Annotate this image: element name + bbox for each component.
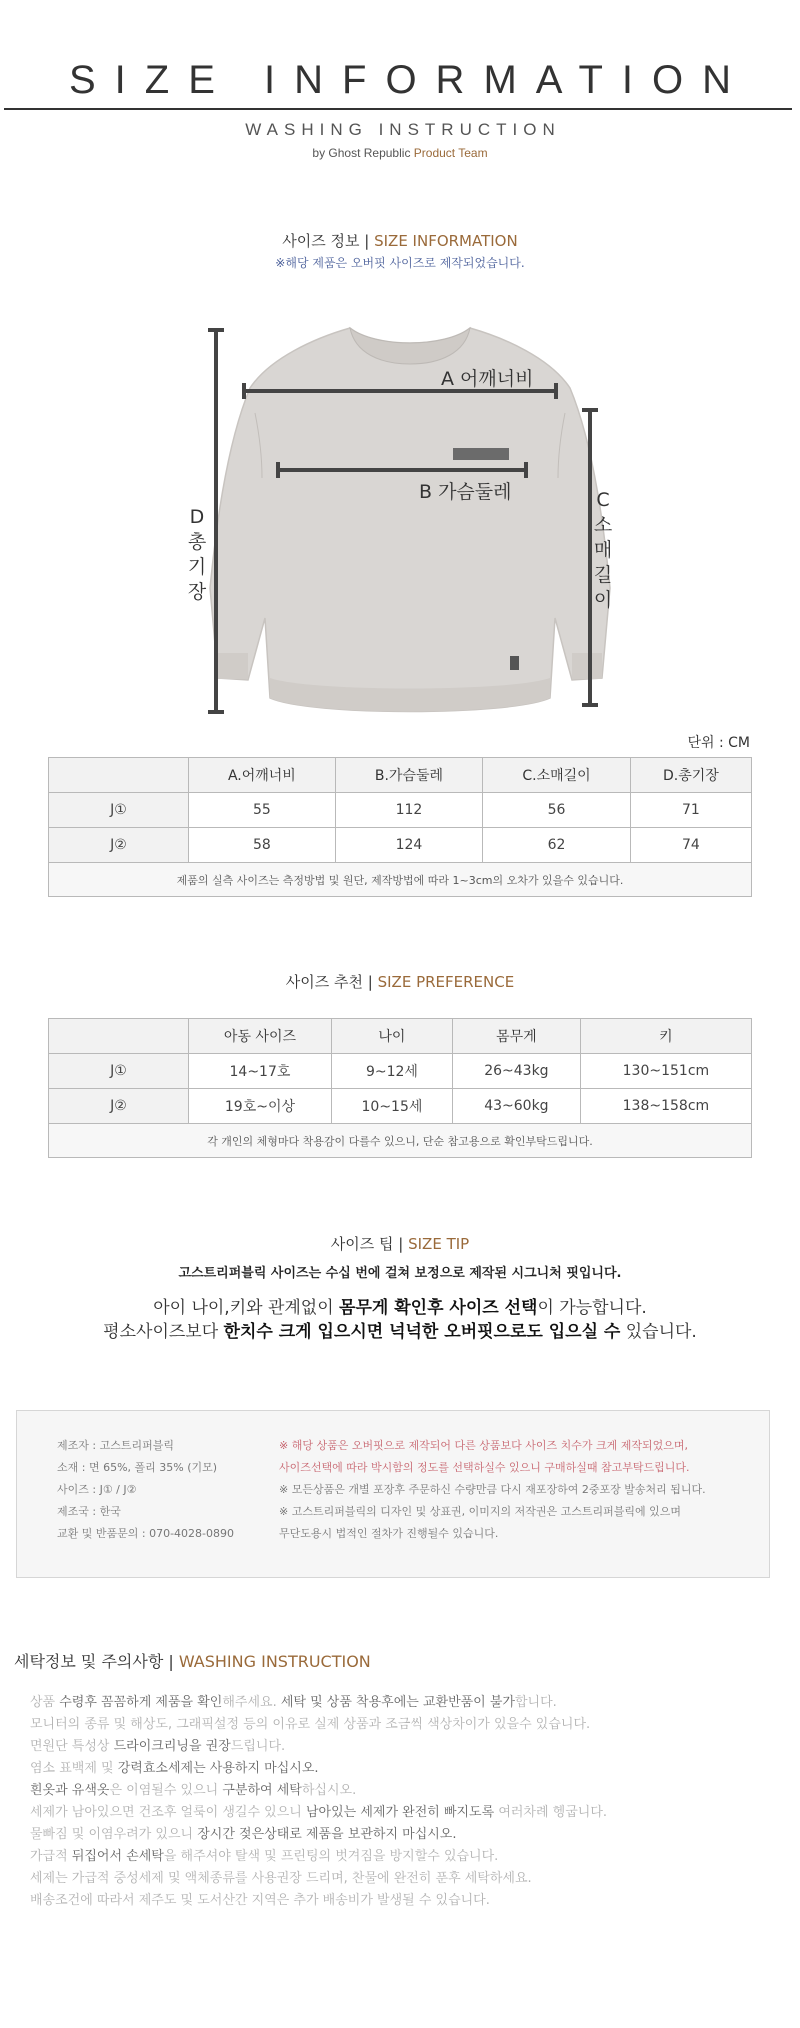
tip-text: 이 가능합니다. <box>537 1298 647 1318</box>
tip-text: 평소사이즈보다 <box>103 1322 224 1342</box>
spec-origin: 제조국 : 한국 <box>57 1505 121 1518</box>
table-header-cell: D.총기장 <box>630 758 751 793</box>
table-header-cell: A.어깨너비 <box>189 758 336 793</box>
tip-highlight: 한치수 크게 입으시면 넉넉한 오버핏으로도 입으실 수 <box>223 1322 621 1342</box>
table-cell: 124 <box>335 828 482 863</box>
washing-line <box>30 1692 607 1714</box>
signature-fit-note: 고스트리퍼블릭 사이즈는 수십 번에 걸쳐 보정으로 제작된 시그니처 핏입니다. <box>178 1266 622 1281</box>
table-header-cell: C.소매길이 <box>483 758 631 793</box>
size-pref-heading-kr: 사이즈 추천 | <box>285 973 378 991</box>
table-header-cell: 아동 사이즈 <box>189 1019 332 1054</box>
tip-text: 아이 나이,키와 관계없이 <box>153 1298 340 1318</box>
table-cell: 10~15세 <box>331 1089 452 1124</box>
length-label-char: 총 <box>187 531 207 553</box>
tip-line-1 <box>0 1296 800 1321</box>
table-cell: 55 <box>189 793 336 828</box>
notice-line: 무단도용시 법적인 절차가 진행될수 있습니다. <box>279 1527 499 1540</box>
washing-line <box>30 1868 607 1890</box>
table-header-cell: 키 <box>580 1019 751 1054</box>
table-cell: 112 <box>335 793 482 828</box>
washing-text: 세제가 남아있으면 건조후 얼룩이 생길수 있으니 <box>30 1805 306 1820</box>
sleeve-label-char: 이 <box>593 589 613 611</box>
washing-text: 합니다. <box>515 1695 557 1710</box>
washing-line <box>30 1846 607 1868</box>
table-cell: 62 <box>483 828 631 863</box>
table-row <box>49 1089 752 1124</box>
washing-text: 상품 <box>30 1695 60 1710</box>
table-cell: 43~60kg <box>452 1089 580 1124</box>
table-header-cell: B.가슴둘레 <box>335 758 482 793</box>
table-footnote: 제품의 실측 사이즈는 측정방법 및 원단, 제작방법에 따라 1~3cm의 오차가 있을수 있습니다. <box>49 863 752 897</box>
table-cell: 138~158cm <box>580 1089 751 1124</box>
sleeve-label-char: 매 <box>593 539 613 561</box>
tip-text: 있습니다. <box>620 1322 697 1342</box>
tip-highlight: 몸무게 확인후 사이즈 선택 <box>339 1298 538 1318</box>
size-tip-heading-kr: 사이즈 팁 | <box>330 1235 409 1253</box>
size-pref-heading <box>0 971 800 992</box>
washing-text: 하십시오. <box>301 1783 357 1798</box>
page-title: SIZE INFORMATION <box>68 58 751 102</box>
product-spec-list <box>57 1435 234 1545</box>
washing-text: 배송조건에 따라서 제주도 및 도서산간 지역은 추가 배송비가 발생될 수 있습니다. <box>30 1893 490 1908</box>
size-tip-heading-en: SIZE TIP <box>408 1235 470 1253</box>
washing-text: 모니터의 종류 및 해상도, 그래픽설정 등의 이유로 실제 상품과 조금씩 색상차이가 있을수 있습니다. <box>30 1717 591 1732</box>
size-table <box>48 757 752 897</box>
sleeve-label <box>590 488 616 613</box>
length-label <box>184 505 210 605</box>
table-cell: 71 <box>630 793 751 828</box>
table-footnote-row <box>49 863 752 897</box>
washing-heading-en: WASHING INSTRUCTION <box>178 1652 371 1671</box>
washing-heading <box>14 1649 371 1672</box>
table-cell: 9~12세 <box>331 1054 452 1089</box>
table-row <box>49 793 752 828</box>
sleeve-label-char: C <box>596 489 610 511</box>
product-info-box <box>16 1410 770 1578</box>
washing-line <box>30 1780 607 1802</box>
measurement-overlay <box>0 0 800 760</box>
spec-size: 사이즈 : J① / J② <box>57 1483 137 1496</box>
washing-highlight: 구분하여 세탁 <box>222 1783 302 1798</box>
washing-line <box>30 1802 607 1824</box>
washing-text: 드립니다. <box>230 1739 286 1754</box>
washing-highlight: 드라이크리닝을 권장 <box>113 1739 231 1754</box>
washing-text: 염소 표백제 및 <box>30 1761 118 1776</box>
washing-line <box>30 1890 607 1912</box>
table-cell: 14~17호 <box>189 1054 332 1089</box>
table-header-row <box>49 1019 752 1054</box>
length-label-char: 장 <box>187 581 207 603</box>
preference-table <box>48 1018 752 1158</box>
notice-line: ※ 고스트리퍼블릭의 디자인 및 상표권, 이미지의 저작권은 고스트리퍼블릭에 있으며 <box>279 1505 681 1518</box>
table-header-cell: 나이 <box>331 1019 452 1054</box>
size-pref-heading-en: SIZE PREFERENCE <box>377 973 515 991</box>
table-cell: 58 <box>189 828 336 863</box>
notice-line: 사이즈선택에 따라 박시함의 정도를 선택하실수 있으니 구매하실때 참고부탁드립니다. <box>279 1461 690 1474</box>
washing-text: 면원단 특성상 <box>30 1739 114 1754</box>
washing-text: 세제는 가급적 중성세제 및 액체종류를 사용권장 드리며, 찬물에 완전히 푼후 세탁하세요. <box>30 1871 532 1886</box>
washing-highlight: 뒤집어서 손세탁 <box>71 1849 164 1864</box>
length-label-char: 기 <box>187 556 207 578</box>
table-footnote: 각 개인의 체형마다 착용감이 다를수 있으니, 단순 참고용으로 확인부탁드립니다. <box>49 1124 752 1158</box>
washing-highlight: 흰옷과 유색옷 <box>30 1783 110 1798</box>
washing-line <box>30 1824 607 1846</box>
spec-material: 소재 : 면 65%, 폴리 35% (기모) <box>57 1461 218 1474</box>
washing-highlight: 남아있는 세제가 완전히 빠지도록 <box>305 1805 495 1820</box>
shoulder-label: A 어깨너비 <box>441 368 534 390</box>
table-header-cell <box>49 1019 189 1054</box>
washing-highlight: 장시간 젖은상태로 제품을 보관하지 마십시오. <box>197 1827 457 1842</box>
unit-label: 단위 : CM <box>687 735 750 751</box>
size-info-heading-en: SIZE INFORMATION <box>374 232 518 250</box>
table-footnote-row <box>49 1124 752 1158</box>
table-cell: 26~43kg <box>452 1054 580 1089</box>
table-cell: 56 <box>483 793 631 828</box>
product-notice-list <box>279 1435 706 1545</box>
table-header-cell: 몸무게 <box>452 1019 580 1054</box>
row-size-name: J① <box>49 1054 189 1089</box>
washing-highlight: 세탁 및 상품 착용후에는 교환반품이 불가 <box>280 1695 515 1710</box>
table-row <box>49 828 752 863</box>
table-cell: 74 <box>630 828 751 863</box>
table-cell: 19호~이상 <box>189 1089 332 1124</box>
spec-manufacturer: 제조자 : 고스트리퍼블릭 <box>57 1439 174 1452</box>
washing-text: 가급적 <box>30 1849 72 1864</box>
row-size-name: J② <box>49 828 189 863</box>
credit-prefix: by Ghost Republic <box>312 146 414 160</box>
washing-text: 물빠짐 및 이염우려가 있으니 <box>30 1827 198 1842</box>
page-subtitle: WASHING INSTRUCTION <box>245 120 561 139</box>
washing-line <box>30 1758 607 1780</box>
washing-text: 여러차례 헹굽니다. <box>494 1805 608 1820</box>
washing-highlight: 강력효소세제는 사용하지 마십시오. <box>117 1761 319 1776</box>
spec-contact: 교환 및 반품문의 : 070-4028-0890 <box>57 1527 234 1540</box>
notice-line: ※ 해당 상품은 오버핏으로 제작되어 다른 상품보다 사이즈 치수가 크게 제작되었으며, <box>279 1439 688 1452</box>
size-tip-heading <box>0 1233 800 1254</box>
size-info-heading-kr: 사이즈 정보 | <box>282 232 375 250</box>
chest-label: B 가슴둘레 <box>419 481 512 503</box>
washing-list <box>30 1692 607 1912</box>
washing-line <box>30 1736 607 1758</box>
sleeve-label-char: 소 <box>593 514 613 536</box>
table-header-cell <box>49 758 189 793</box>
row-size-name: J② <box>49 1089 189 1124</box>
washing-line <box>30 1714 607 1736</box>
row-size-name: J① <box>49 793 189 828</box>
washing-text: 은 이염될수 있으니 <box>109 1783 223 1798</box>
table-row <box>49 1054 752 1089</box>
washing-heading-kr: 세탁정보 및 주의사항 | <box>14 1652 179 1671</box>
length-label-char: D <box>189 506 205 528</box>
credit-accent: Product Team <box>413 146 488 160</box>
oversize-note: ※해당 제품은 오버핏 사이즈로 제작되었습니다. <box>275 256 525 270</box>
sleeve-label-char: 길 <box>593 564 613 586</box>
washing-highlight: 수령후 꼼꼼하게 제품을 확인 <box>59 1695 223 1710</box>
tip-line-2 <box>0 1320 800 1345</box>
notice-line: ※ 모든상품은 개별 포장후 주문하신 수량만큼 다시 재포장하여 2중포장 발송처리 됩니다. <box>279 1483 706 1496</box>
table-header-row <box>49 758 752 793</box>
table-cell: 130~151cm <box>580 1054 751 1089</box>
washing-text: 해주세요. <box>222 1695 281 1710</box>
washing-text: 을 해주셔야 탈색 및 프린팅의 벗겨짐을 방지할수 있습니다. <box>163 1849 499 1864</box>
